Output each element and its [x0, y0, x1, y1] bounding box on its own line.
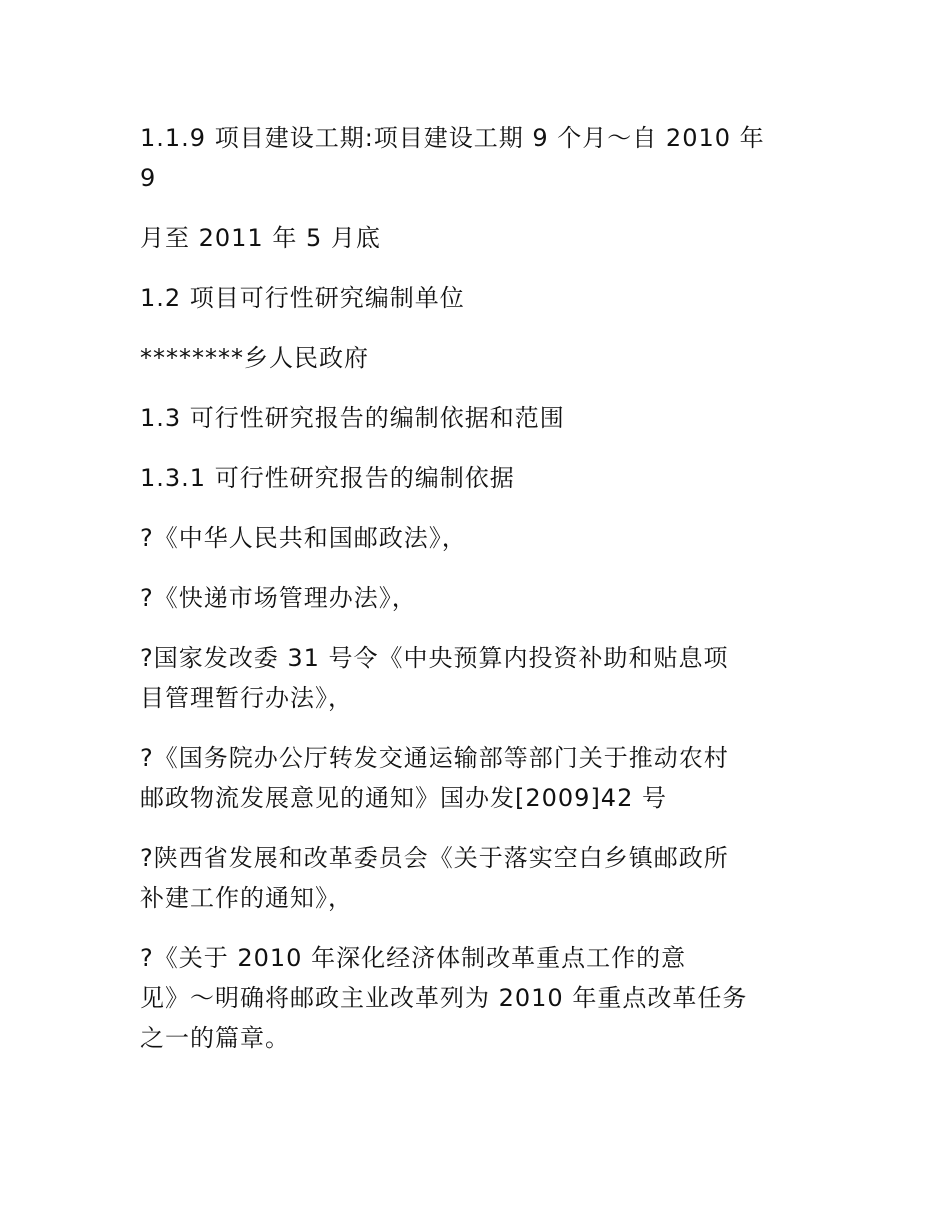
list-item-state-council-notice	[140, 738, 820, 818]
list-item-express-market	[140, 578, 820, 618]
list-item-ndrc-order	[140, 638, 820, 718]
text-line: 月至 2011 年 5 月底	[140, 224, 381, 252]
section-heading-1-3	[140, 398, 820, 438]
section-heading-1-2	[140, 278, 820, 318]
list-item-postal-law	[140, 518, 820, 558]
document-body	[140, 118, 820, 1058]
text-line: 1.3.1 可行性研究报告的编制依据	[140, 464, 515, 492]
text-line: 1.3 可行性研究报告的编制依据和范围	[140, 404, 565, 432]
text-line: ?陕西省发展和改革委员会《关于落实空白乡镇邮政所	[140, 844, 729, 872]
text-line: 见》～明确将邮政主业改革列为 2010 年重点改革任务	[140, 984, 748, 1012]
text-line: ?《国务院办公厅转发交通运输部等部门关于推动农村	[140, 744, 729, 772]
list-item-shaanxi-notice	[140, 838, 820, 918]
text-line: 1.2 项目可行性研究编制单位	[140, 284, 465, 312]
text-line: 1.1.9 项目建设工期:项目建设工期 9 个月～自 2010 年	[140, 124, 765, 152]
text-line: 目管理暂行办法》，	[140, 684, 353, 712]
paragraph-construction-period-end	[140, 218, 820, 258]
text-line: 之一的篇章。	[140, 1024, 290, 1052]
text-line: ?《快递市场管理办法》，	[140, 584, 417, 612]
text-line: ?国家发改委 31 号令《中央预算内投资补助和贴息项	[140, 644, 729, 672]
paragraph-construction-period	[140, 118, 820, 198]
text-line: 9	[140, 164, 157, 192]
text-line: ?《关于 2010 年深化经济体制改革重点工作的意	[140, 944, 687, 972]
paragraph-compiling-unit	[140, 338, 820, 378]
text-line: ********乡人民政府	[140, 344, 369, 372]
section-heading-1-3-1	[140, 458, 820, 498]
text-line: 补建工作的通知》，	[140, 884, 353, 912]
text-line: ?《中华人民共和国邮政法》，	[140, 524, 467, 552]
text-line: 邮政物流发展意见的通知》国办发[2009]42 号	[140, 784, 667, 812]
list-item-reform-opinion	[140, 938, 820, 1058]
